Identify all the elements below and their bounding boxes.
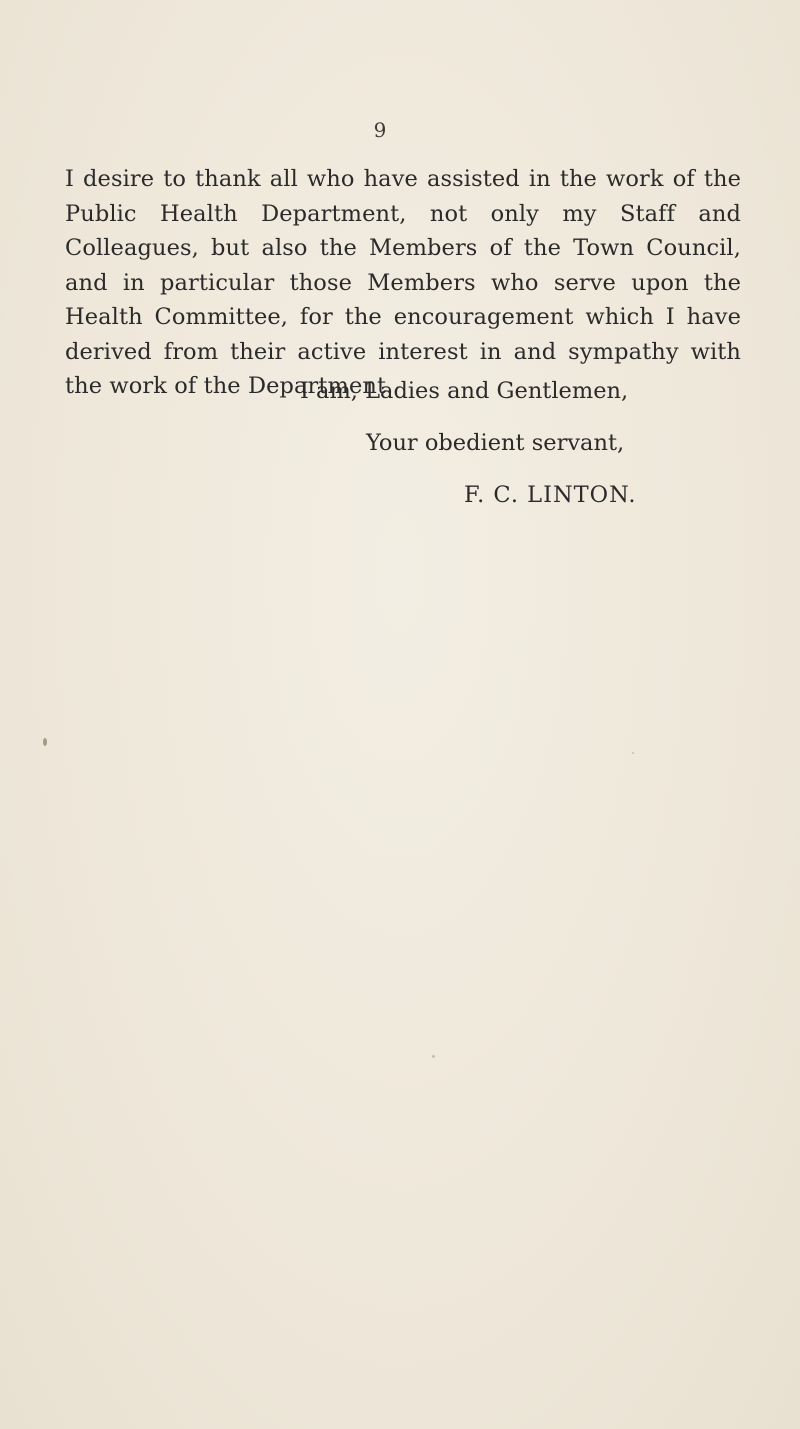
body-paragraph: I desire to thank all who have assisted in the work of the Public Health Department, not only my Staff and Colleagues, but also the Members of the Town Council, and in particular those Members who serve upon the Health Committee, for the encouragement which I have derived from their active interest in and sympathy with the work of the Department. [65,166,741,399]
closing-salutation: I am, Ladies and Gentlemen, [300,378,629,404]
signature-name: F. C. LINTON. [464,482,637,508]
paper-speck [43,738,47,746]
sign-off: Your obedient servant, [366,430,625,456]
page-number: 9 [373,118,387,142]
paper-speck [432,1055,435,1058]
paper-speck [632,752,634,754]
